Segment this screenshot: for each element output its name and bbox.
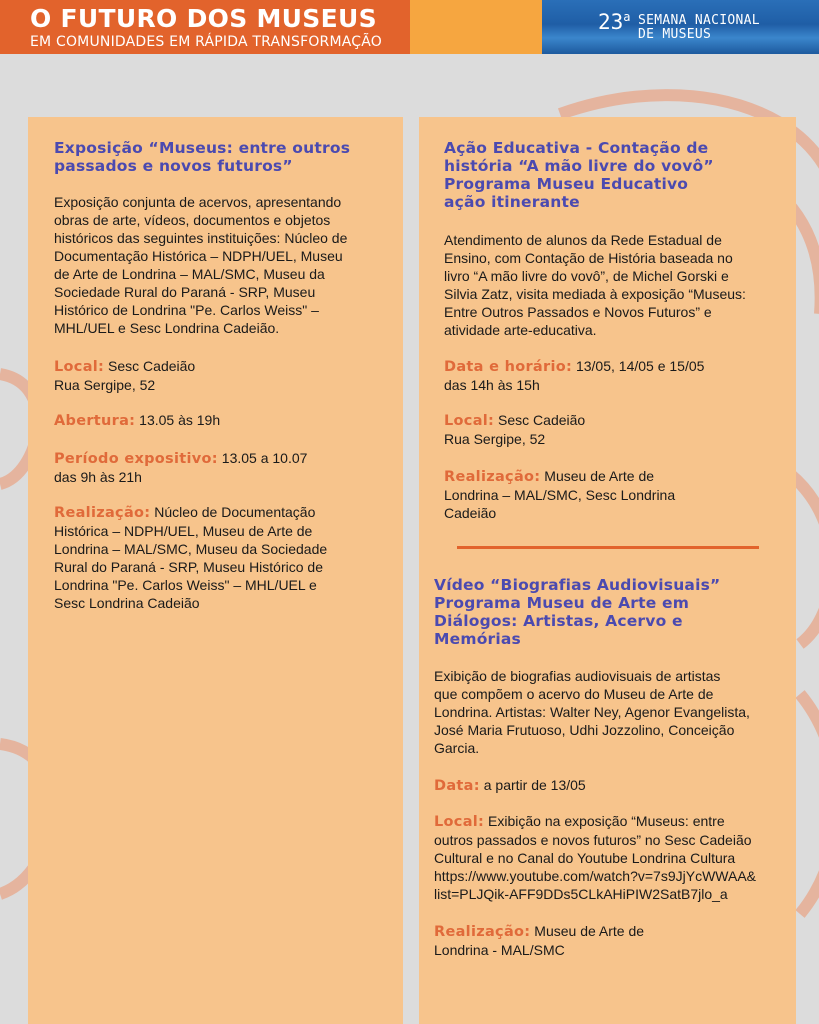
title-line: ação itinerante xyxy=(444,193,580,211)
title-line: Programa Museu de Arte em xyxy=(434,594,690,612)
realization-line: Histórica – NDPH/UEL, Museu de Arte de xyxy=(54,523,313,539)
event-name-line2: DE MUSEUS xyxy=(638,27,712,42)
location-line: Exibição na exposição “Museus: entre xyxy=(488,813,725,829)
page-title: O FUTURO DOS MUSEUS xyxy=(30,4,377,33)
desc-line: Atendimento de alunos da Rede Estadual de xyxy=(444,232,722,248)
datetime-label: Data e horário: xyxy=(444,359,573,375)
desc-line: de Arte de Londrina – MAL/SMC, Museu da xyxy=(54,266,325,282)
location-address: Rua Sergipe, 52 xyxy=(54,377,156,393)
realization-line: Londrina – MAL/SMC, Sesc Londrina xyxy=(444,487,676,503)
location-label: Local: xyxy=(444,413,495,429)
desc-line: Sociedade Rural do Paraná - SRP, Museu xyxy=(54,284,316,300)
date-label: Data: xyxy=(434,778,480,794)
desc-line: atividade arte-educativa. xyxy=(444,322,597,338)
realization-line: Sesc Londrina Cadeião xyxy=(54,595,200,611)
video-location xyxy=(434,812,789,903)
location-address: Rua Sergipe, 52 xyxy=(444,431,546,447)
realization-label: Realização: xyxy=(54,505,151,521)
title-line: Programa Museu Educativo xyxy=(444,175,689,193)
title-line: Diálogos: Artistas, Acervo e xyxy=(434,612,683,630)
educational-action-realization xyxy=(444,467,789,522)
period-value: 13.05 a 10.07 xyxy=(221,450,308,466)
realization-label: Realização: xyxy=(434,924,531,940)
desc-line: Londrina. Artistas: Walter Ney, Agenor Evangelista, xyxy=(434,704,750,720)
desc-line: Silvia Zatz, visita mediada à exposição “Museus: xyxy=(444,286,746,302)
opening-label: Abertura: xyxy=(54,413,136,429)
title-line: Vídeo “Biografias Audiovisuais” xyxy=(434,576,721,594)
realization-line: Rural do Paraná - SRP, Museu Histórico de xyxy=(54,559,323,575)
desc-line: MHL/UEL e Sesc Londrina Cadeião. xyxy=(54,320,280,336)
exhibition-period xyxy=(54,449,394,486)
period-hours: das 9h às 21h xyxy=(54,469,142,485)
location-label: Local: xyxy=(54,359,105,375)
video-realization xyxy=(434,922,789,959)
desc-line: livro “A mão livre do vovô”, de Michel Gorski e xyxy=(444,268,729,284)
location-label: Local: xyxy=(434,814,485,830)
desc-line: Entre Outros Passados e Novos Futuros” e xyxy=(444,304,712,320)
edition-number: 23$^a$ xyxy=(598,10,631,34)
exhibition-realization xyxy=(54,503,394,612)
desc-line: que compõem o acervo do Museu de Arte de xyxy=(434,686,714,702)
realization-line: Museu de Arte de xyxy=(534,923,645,939)
desc-line: Exposição conjunta de acervos, apresentando xyxy=(54,194,342,210)
video-date xyxy=(434,776,789,795)
realization-line: Londrina "Pe. Carlos Weiss" – MHL/UEL e xyxy=(54,577,317,593)
exhibition-title xyxy=(54,139,394,175)
educational-action-description xyxy=(444,231,789,339)
desc-line: obras de arte, vídeos, documentos e objetos xyxy=(54,212,331,228)
header-banner xyxy=(0,0,819,54)
exhibition-title-line: passados e novos futuros” xyxy=(54,157,293,175)
title-line: história “A mão livre do vovô” xyxy=(444,157,714,175)
banner-yellow xyxy=(410,0,550,54)
desc-line: José Maria Frutuoso, Udhi Jozzolino, Conceição xyxy=(434,722,735,738)
desc-line: Documentação Histórica – NDPH/UEL, Museu xyxy=(54,248,343,264)
title-line: Ação Educativa - Contação de xyxy=(444,139,709,157)
realization-line: Londrina – MAL/SMC, Museu da Sociedade xyxy=(54,541,328,557)
video-title xyxy=(434,576,784,648)
datetime-value: 13/05, 14/05 e 15/05 xyxy=(575,358,705,374)
realization-line: Cadeião xyxy=(444,505,497,521)
exhibition-location xyxy=(54,357,394,394)
realization-label: Realização: xyxy=(444,469,541,485)
educational-action-datetime xyxy=(444,357,789,394)
realization-line: Museu de Arte de xyxy=(544,468,655,484)
datetime-hours: das 14h às 15h xyxy=(444,377,540,393)
location-value: Sesc Cadeião xyxy=(498,412,586,428)
desc-line: Garcia. xyxy=(434,740,480,756)
event-name xyxy=(638,14,760,42)
date-value: a partir de 13/05 xyxy=(483,777,586,793)
realization-line: Londrina - MAL/SMC xyxy=(434,942,565,958)
exhibition-description xyxy=(54,193,394,337)
location-value: Sesc Cadeião xyxy=(108,358,196,374)
video-description xyxy=(434,667,789,757)
period-label: Período expositivo: xyxy=(54,451,218,467)
section-divider xyxy=(457,546,759,549)
opening-value: 13.05 às 19h xyxy=(139,412,221,428)
educational-action-location xyxy=(444,411,789,448)
title-line: Memórias xyxy=(434,630,521,648)
location-line: Cultural e no Canal do Youtube Londrina Cultura xyxy=(434,850,736,866)
desc-line: Histórico de Londrina "Pe. Carlos Weiss" – xyxy=(54,302,319,318)
desc-line: Exibição de biografias audiovisuais de artistas xyxy=(434,668,721,684)
event-name-line1: SEMANA NACIONAL xyxy=(638,13,760,28)
page-subtitle: EM COMUNIDADES EM RÁPIDA TRANSFORMAÇÃO xyxy=(30,34,383,50)
desc-line: históricos das seguintes instituições: Núcleo de xyxy=(54,230,348,246)
exhibition-title-line: Exposição “Museus: entre outros xyxy=(54,139,351,157)
educational-action-title xyxy=(444,139,784,211)
desc-line: Ensino, com Contação de História baseada no xyxy=(444,250,733,266)
youtube-link[interactable]: https://www.youtube.com/watch?v=7s9JjYcWWAA& xyxy=(434,868,756,884)
location-line: outros passados e novos futuros” no Sesc Cadeião xyxy=(434,832,752,848)
youtube-link[interactable]: list=PLJQik-AFF9DDs5CLkAHiPIW2SatB7jlo_a xyxy=(434,886,728,902)
exhibition-opening xyxy=(54,411,394,430)
realization-line: Núcleo de Documentação xyxy=(154,504,316,520)
